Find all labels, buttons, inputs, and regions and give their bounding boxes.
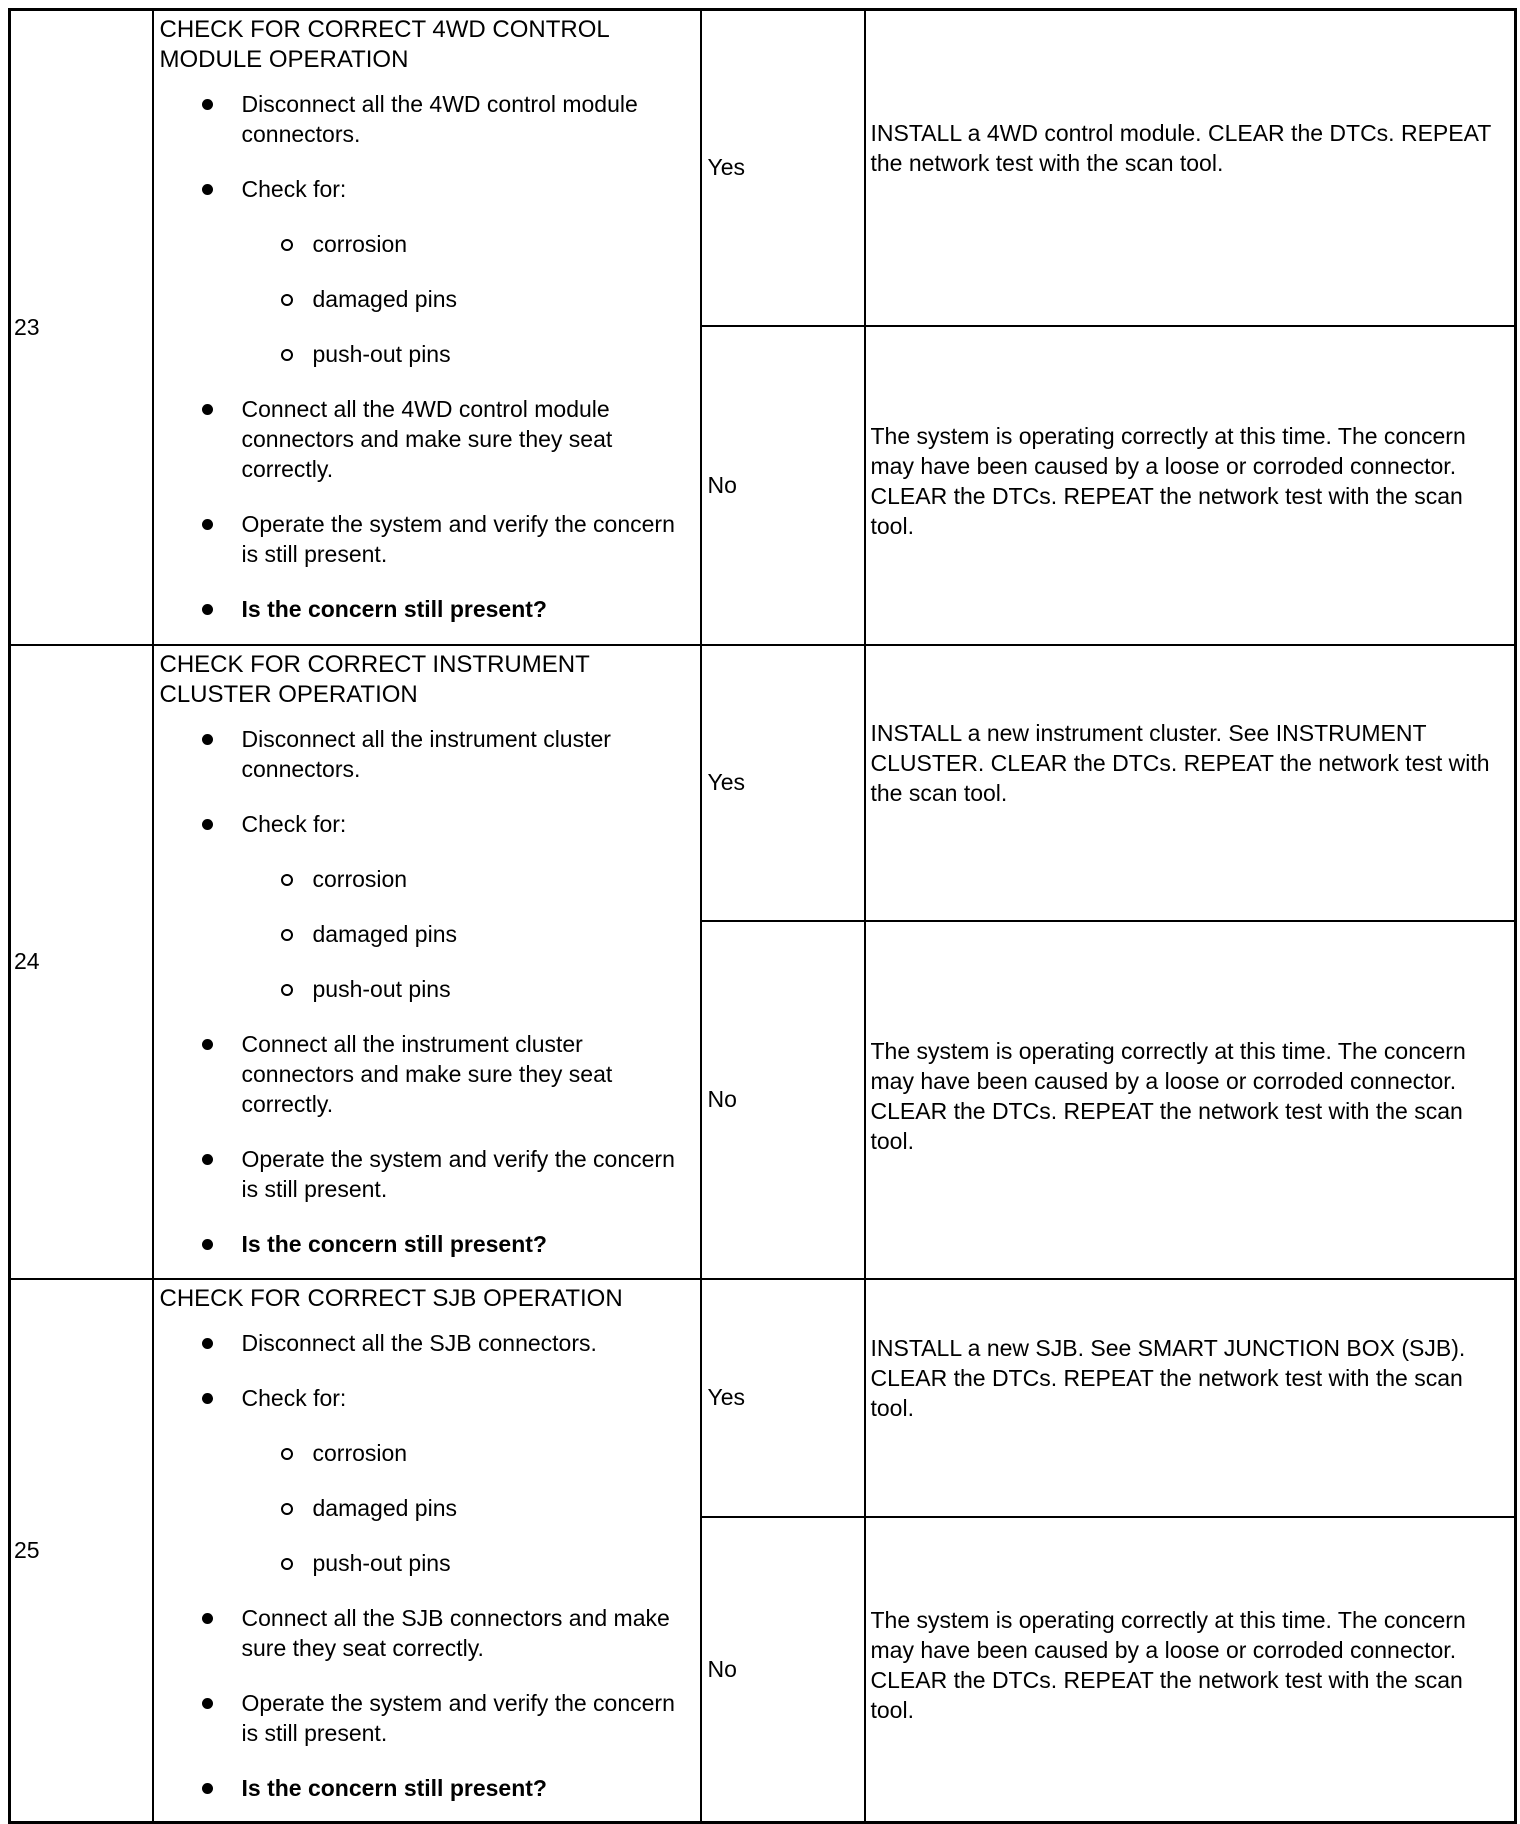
no-label: No	[701, 1517, 865, 1823]
action-item: Disconnect all the 4WD control module connectors.	[160, 89, 692, 149]
bullet-icon	[202, 1393, 213, 1404]
check-item: damaged pins	[160, 284, 692, 314]
step-row	[10, 10, 1516, 326]
circle-bullet-icon	[281, 1448, 293, 1460]
yes-label: Yes	[701, 645, 865, 921]
no-label: No	[701, 921, 865, 1279]
bullet-icon	[202, 1698, 213, 1709]
circle-bullet-icon	[281, 1558, 293, 1570]
action-item: Check for: corrosion damaged pins push-out pins	[160, 174, 692, 369]
check-item: corrosion	[160, 229, 692, 259]
question-item: Is the concern still present?	[160, 1773, 692, 1803]
yes-result: INSTALL a 4WD control module. CLEAR the DTCs. REPEAT the network test with the scan tool.	[865, 10, 1516, 326]
bullet-icon	[202, 1613, 213, 1624]
circle-bullet-icon	[281, 929, 293, 941]
circle-bullet-icon	[281, 984, 293, 996]
circle-bullet-icon	[281, 874, 293, 886]
action-list	[160, 1328, 692, 1803]
yes-label: Yes	[701, 1279, 865, 1517]
no-result: The system is operating correctly at this time. The concern may have been caused by a loose or corroded connector. CLEAR the DTCs. REPEAT the network test with the scan tool.	[865, 326, 1516, 645]
bullet-icon	[202, 1783, 213, 1794]
question-item: Is the concern still present?	[160, 1229, 692, 1259]
check-item: corrosion	[160, 1438, 692, 1468]
circle-bullet-icon	[281, 239, 293, 251]
step-title: CHECK FOR CORRECT 4WD CONTROL MODULE OPERATION	[159, 16, 610, 73]
step-row	[10, 645, 1516, 921]
check-item: push-out pins	[160, 974, 692, 1004]
action-item: Operate the system and verify the concern is still present.	[160, 509, 692, 569]
step-action-cell	[153, 10, 701, 645]
check-list	[160, 864, 692, 1004]
check-list	[160, 229, 692, 369]
step-action-cell	[153, 645, 701, 1279]
question-item: Is the concern still present?	[160, 594, 692, 624]
circle-bullet-icon	[281, 1503, 293, 1515]
bullet-icon	[202, 404, 213, 415]
check-item: push-out pins	[160, 1548, 692, 1578]
action-list	[160, 89, 692, 624]
step-number: 24	[10, 645, 153, 1279]
bullet-icon	[202, 734, 213, 745]
step-number: 23	[10, 10, 153, 645]
step-row	[10, 1279, 1516, 1517]
no-label: No	[701, 326, 865, 645]
action-list	[160, 724, 692, 1259]
no-result: The system is operating correctly at this time. The concern may have been caused by a loose or corroded connector. CLEAR the DTCs. REPEAT the network test with the scan tool.	[865, 921, 1516, 1279]
check-list	[160, 1438, 692, 1578]
action-item: Connect all the instrument cluster connectors and make sure they seat correctly.	[160, 1029, 692, 1119]
bullet-icon	[202, 1338, 213, 1349]
bullet-icon	[202, 519, 213, 530]
yes-label: Yes	[701, 10, 865, 326]
bullet-icon	[202, 99, 213, 110]
step-title: CHECK FOR CORRECT SJB OPERATION	[159, 1284, 623, 1312]
step-action-cell	[153, 1279, 701, 1823]
action-item: Operate the system and verify the concern is still present.	[160, 1144, 692, 1204]
bullet-icon	[202, 1039, 213, 1050]
check-item: damaged pins	[160, 919, 692, 949]
bullet-icon	[202, 1239, 213, 1250]
action-item: Disconnect all the instrument cluster connectors.	[160, 724, 692, 784]
check-item: push-out pins	[160, 339, 692, 369]
no-result: The system is operating correctly at this time. The concern may have been caused by a loose or corroded connector. CLEAR the DTCs. REPEAT the network test with the scan tool.	[865, 1517, 1516, 1823]
step-title: CHECK FOR CORRECT INSTRUMENT CLUSTER OPERATION	[159, 650, 590, 708]
diagnostic-procedure-table	[8, 8, 1517, 1824]
yes-result: INSTALL a new instrument cluster. See INSTRUMENT CLUSTER. CLEAR the DTCs. REPEAT the network test with the scan tool.	[865, 645, 1516, 921]
bullet-icon	[202, 1154, 213, 1165]
action-item: Connect all the 4WD control module connectors and make sure they seat correctly.	[160, 394, 692, 484]
circle-bullet-icon	[281, 349, 293, 361]
bullet-icon	[202, 819, 213, 830]
yes-result: INSTALL a new SJB. See SMART JUNCTION BOX (SJB). CLEAR the DTCs. REPEAT the network test with the scan tool.	[865, 1279, 1516, 1517]
action-item: Operate the system and verify the concern is still present.	[160, 1688, 692, 1748]
check-item: corrosion	[160, 864, 692, 894]
action-item: Check for: corrosion damaged pins push-out pins	[160, 809, 692, 1004]
bullet-icon	[202, 604, 213, 615]
step-number: 25	[10, 1279, 153, 1823]
check-item: damaged pins	[160, 1493, 692, 1523]
bullet-icon	[202, 184, 213, 195]
action-item: Check for: corrosion damaged pins push-out pins	[160, 1383, 692, 1578]
action-item: Disconnect all the SJB connectors.	[160, 1328, 692, 1358]
circle-bullet-icon	[281, 294, 293, 306]
action-item: Connect all the SJB connectors and make sure they seat correctly.	[160, 1603, 692, 1663]
